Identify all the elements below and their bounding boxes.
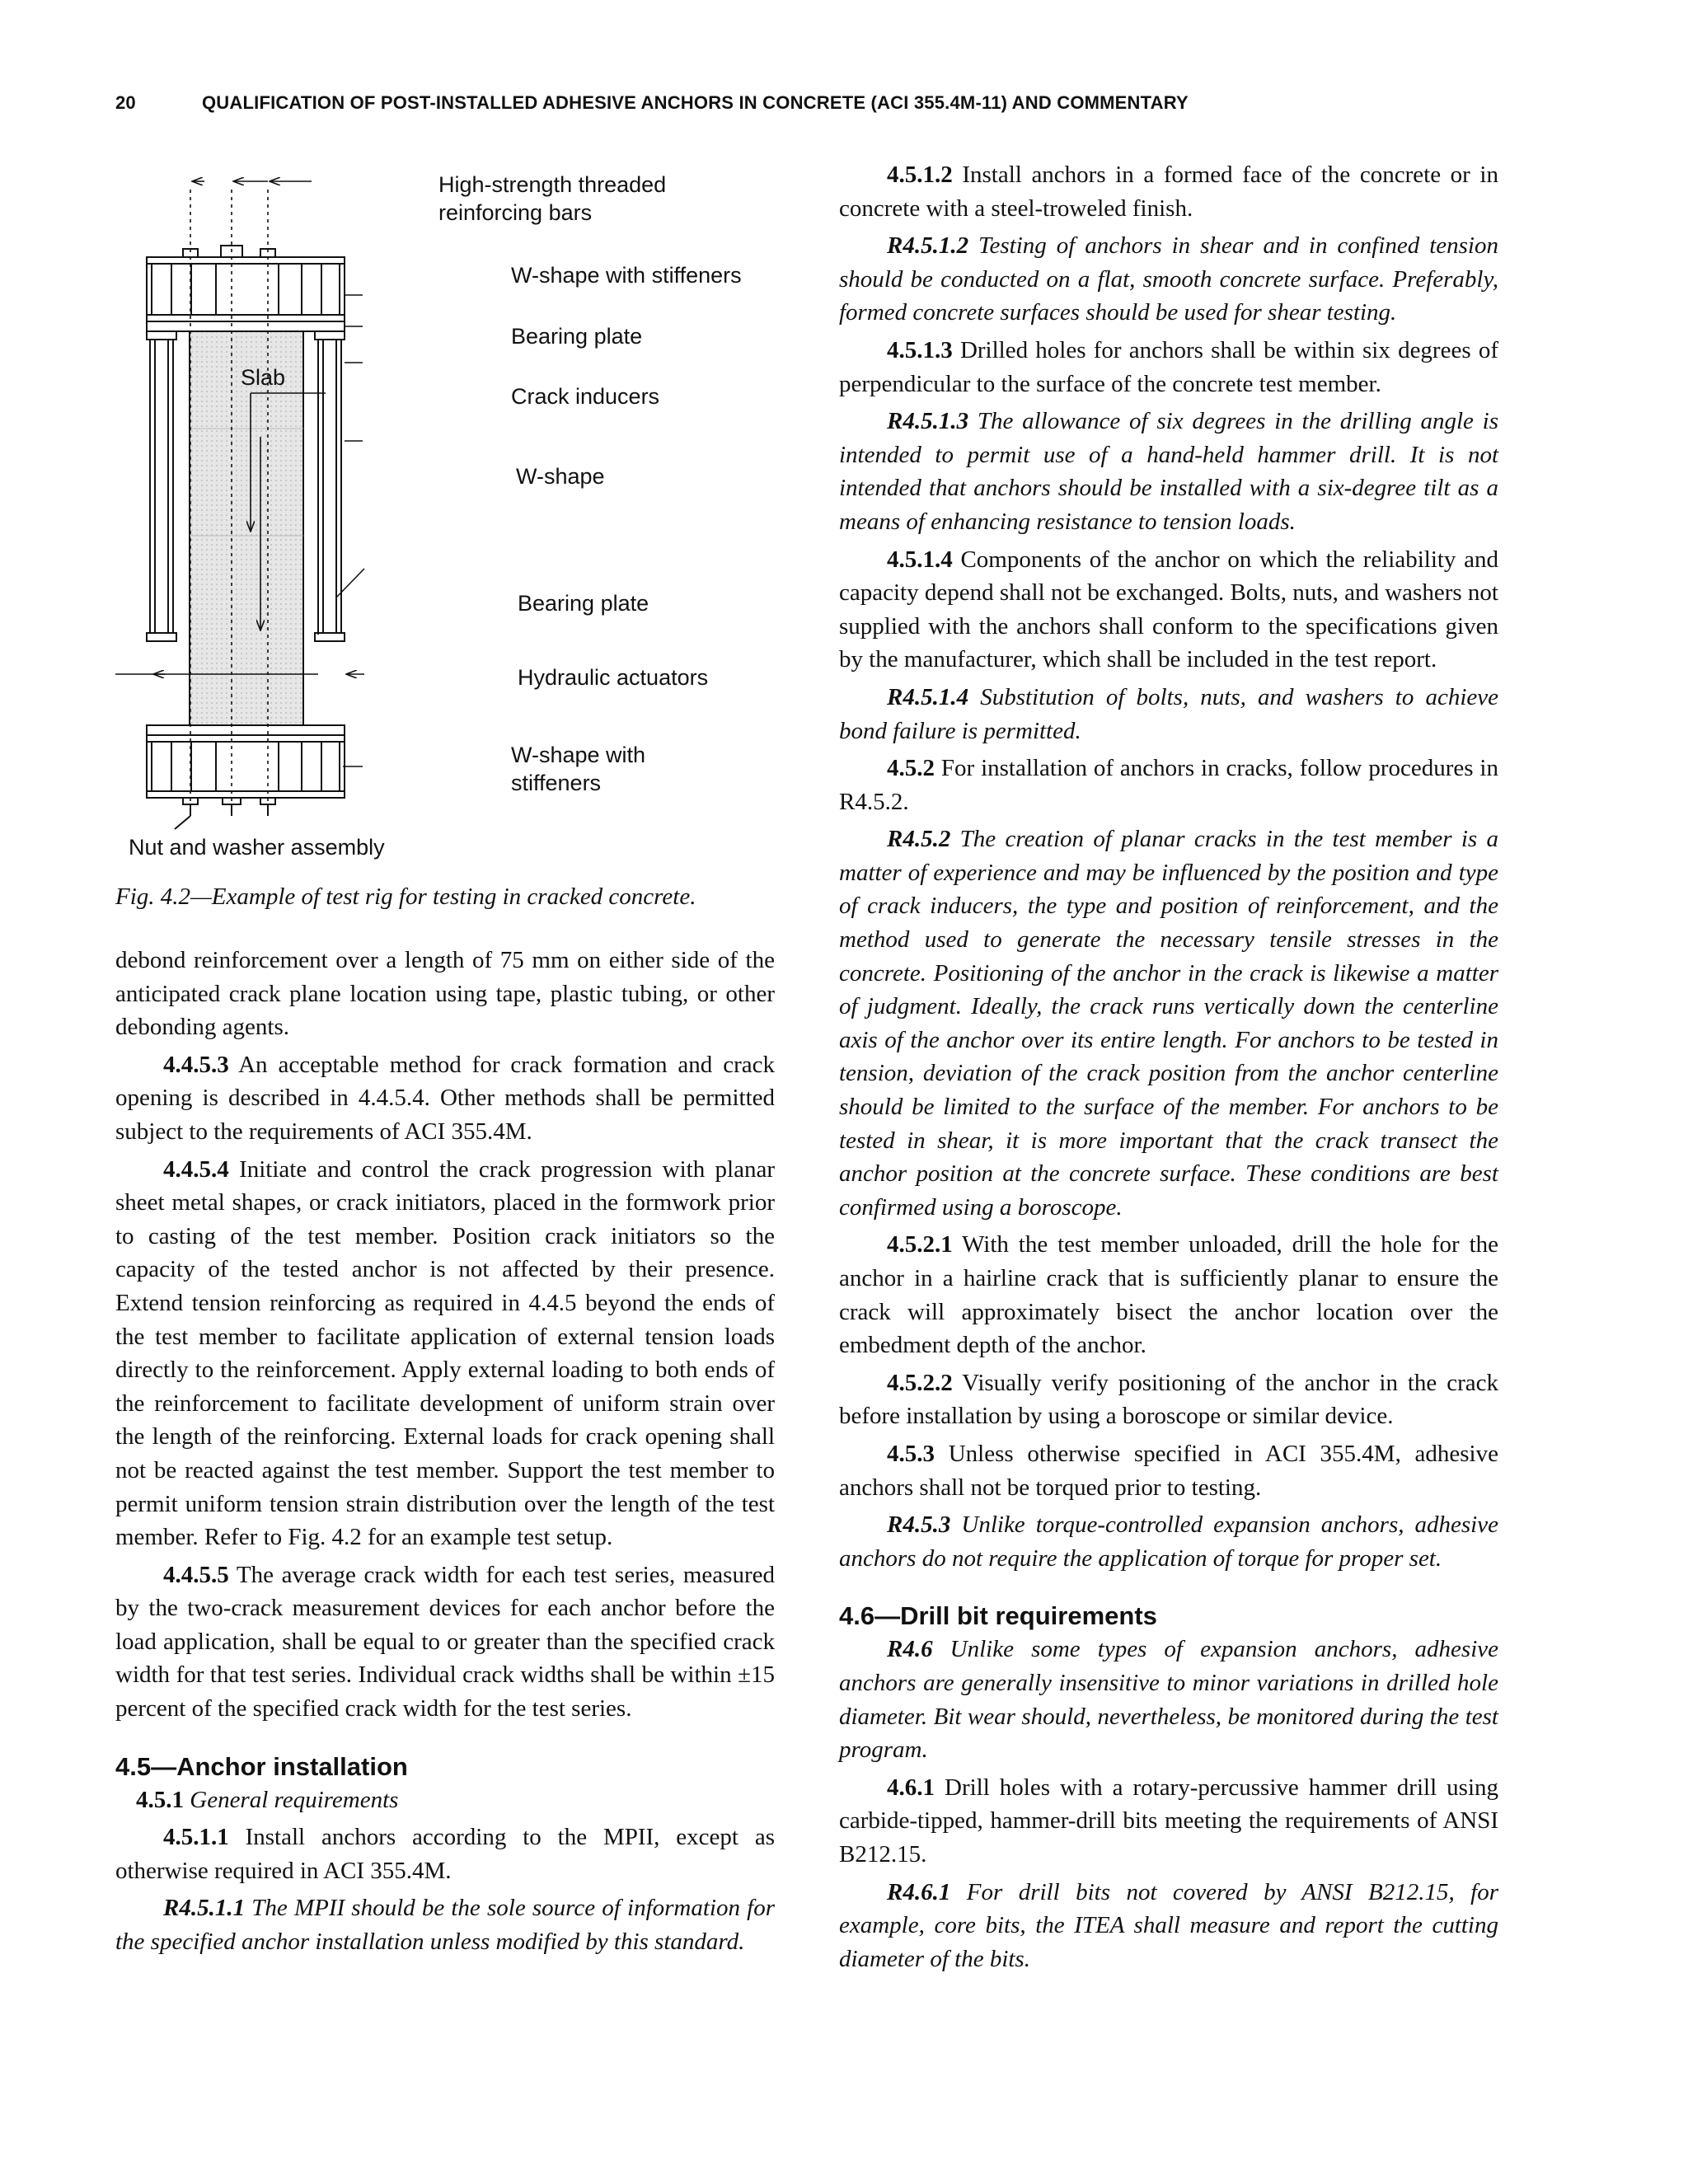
paragraph: 4.5.2.2 Visually verify positioning of the anchor in the crack before installation by using a boroscope or similar device. <box>839 1369 1498 1430</box>
label-w-shape: W-shape <box>516 464 605 489</box>
label-bars-1: High-strength threaded <box>438 172 667 197</box>
label-w-shape-stiffeners-bottom-2: stiffeners <box>511 771 602 795</box>
header-title: QUALIFICATION OF POST-INSTALLED ADHESIVE ANCHORS IN CONCRETE (ACI 355.4M-11) AND COMMENTARY <box>202 92 1189 113</box>
paragraph: 4.4.5.3 An acceptable method for crack formation and crack opening is described in 4.4.5.4. Other methods shall be permitted subject to the requirements of ACI 355.4M. <box>115 1051 775 1145</box>
commentary: R4.5.1.3 The allowance of six degrees in the drilling angle is intended to permit use of a hand-held hammer drill. It is not intended that anchors should be installed with a six-degree tilt as a means of enhancing resistance to tension loads. <box>839 408 1498 535</box>
commentary: R4.6.1 For drill bits not covered by ANSI B212.15, for example, core bits, the ITEA shall measure and report the cutting diameter of the bits. <box>839 1878 1498 1972</box>
figure-caption: Fig. 4.2—Example of test rig for testing in cracked concrete. <box>115 883 696 910</box>
paragraph: 4.5.2.1 With the test member unloaded, drill the hole for the anchor in a hairline crack that is sufficiently planar to ensure the crack will approximately bisect the anchor location over the embedment depth of the anchor. <box>839 1231 1498 1359</box>
paragraph: 4.5.1.4 Components of the anchor on which the reliability and capacity depend shall not be exchanged. Bolts, nuts, and washers not supplied with the anchors shall conform to the specifications given by the manufacturer, which shall be included in the test report. <box>839 546 1498 673</box>
label-w-shape-stiffeners-bottom-1: W-shape with <box>511 743 646 767</box>
label-bearing-plate-top: Bearing plate <box>511 324 643 349</box>
commentary: R4.5.2 The creation of planar cracks in the test member is a matter of experience and may be influenced by the position and type of crack inducers, the type and position of reinforcement, and the method used to generate the necessary tensile stresses in the concrete. Positioning of the anchor in the crack is likewise a matter of judgment. Ideally, the crack runs vertically down the centerline axis of the anchor over its entire length. For anchors to be tested in tension, deviation of the crack position from the anchor centerline should be limited to the surface of the member. For anchors to be tested in shear, it is more important that the crack transect the anchor position at the concrete surface. These conditions are best confirmed using a boroscope. <box>839 826 1498 1221</box>
bottom-w-shape <box>147 735 345 798</box>
paragraph: 4.5.1 General requirements <box>136 1786 399 1813</box>
paragraph: 4.4.5.4 Initiate and control the crack progression with planar sheet metal shapes, or crack initiators, placed in the formwork prior to casting of the test member. Position crack initiators so the capacity of the tested anchor is not affected by their presence. Extend tension reinforcing as required in 4.4.5 beyond the ends of the test member to facilitate application of external tension loads directly to the reinforcement. Apply external loading to both ends of the reinforcement to facilitate development of uniform strain over the length of the reinforcing. External loads for crack opening shall not be reacted against the test member. Support the test member to permit uniform tension strain distribution over the length of the test member. Refer to Fig. 4.2 for an example test setup. <box>115 1155 775 1551</box>
figure-test-rig <box>115 157 791 898</box>
paragraph: 4.5.1.3 Drilled holes for anchors shall be within six degrees of perpendicular to the surface of the concrete test member. <box>839 336 1498 397</box>
commentary: R4.5.3 Unlike torque-controlled expansion anchors, adhesive anchors do not require the application of torque for proper set. <box>839 1511 1498 1572</box>
top-w-shape <box>147 257 345 321</box>
label-slab: Slab <box>241 365 286 390</box>
label-hydraulic-actuators: Hydraulic actuators <box>518 665 709 690</box>
section-heading-4-5: 4.5—Anchor installation <box>115 1751 408 1781</box>
page-number: 20 <box>115 92 136 113</box>
label-crack-inducers: Crack inducers <box>511 384 660 409</box>
left-column <box>115 944 775 1963</box>
paragraph: 4.6.1 Drill holes with a rotary-percussive hammer drill using carbide-tipped, hammer-drill bits meeting the requirements of ANSI B212.15. <box>839 1774 1498 1868</box>
commentary: R4.6 Unlike some types of expansion anchors, adhesive anchors are generally insensitive to minor variations in drilled hole diameter. Bit wear should, nevertheless, be monitored during the test program. <box>839 1636 1498 1764</box>
paragraph: 4.5.1.2 Install anchors in a formed face of the concrete or in concrete with a steel-troweled finish. <box>839 162 1498 222</box>
paragraph: 4.5.2 For installation of anchors in cracks, follow procedures in R4.5.2. <box>839 755 1498 815</box>
label-nut-washer: Nut and washer assembly <box>129 835 385 860</box>
paragraph: 4.5.1.1 Install anchors according to the MPII, except as otherwise required in ACI 355.4M. <box>115 1824 775 1884</box>
paragraph: 4.4.5.5 The average crack width for each test series, measured by the two-crack measurement devices for each anchor before the load application, shall be equal to or greater than the specified crack width for that test series. Individual crack widths shall be within ±15 percent of the specified crack width for the test series. <box>115 1561 775 1722</box>
commentary: R4.5.1.2 Testing of anchors in shear and in confined tension should be conducted on a flat, smooth concrete surface. Preferably, formed concrete surfaces should be used for shear testing. <box>839 232 1498 326</box>
commentary: R4.5.1.1 The MPII should be the sole source of information for the specified anchor installation unless modified by this standard. <box>115 1895 775 1956</box>
label-bars-2: reinforcing bars <box>438 200 593 225</box>
commentary: R4.5.1.4 Substitution of bolts, nuts, and washers to achieve bond failure is permitted. <box>839 683 1498 744</box>
section-heading-4-6: 4.6—Drill bit requirements <box>839 1601 1157 1631</box>
label-bearing-plate-bottom: Bearing plate <box>518 591 649 616</box>
right-column <box>839 158 1498 1980</box>
paragraph: debond reinforcement over a length of 75 mm on either side of the anticipated crack plane location using tape, plastic tubing, or other debonding agents. <box>115 947 775 1041</box>
paragraph: 4.5.3 Unless otherwise specified in ACI 355.4M, adhesive anchors shall not be torqued prior to testing. <box>839 1440 1498 1501</box>
label-w-shape-stiffeners: W-shape with stiffeners <box>511 263 742 288</box>
